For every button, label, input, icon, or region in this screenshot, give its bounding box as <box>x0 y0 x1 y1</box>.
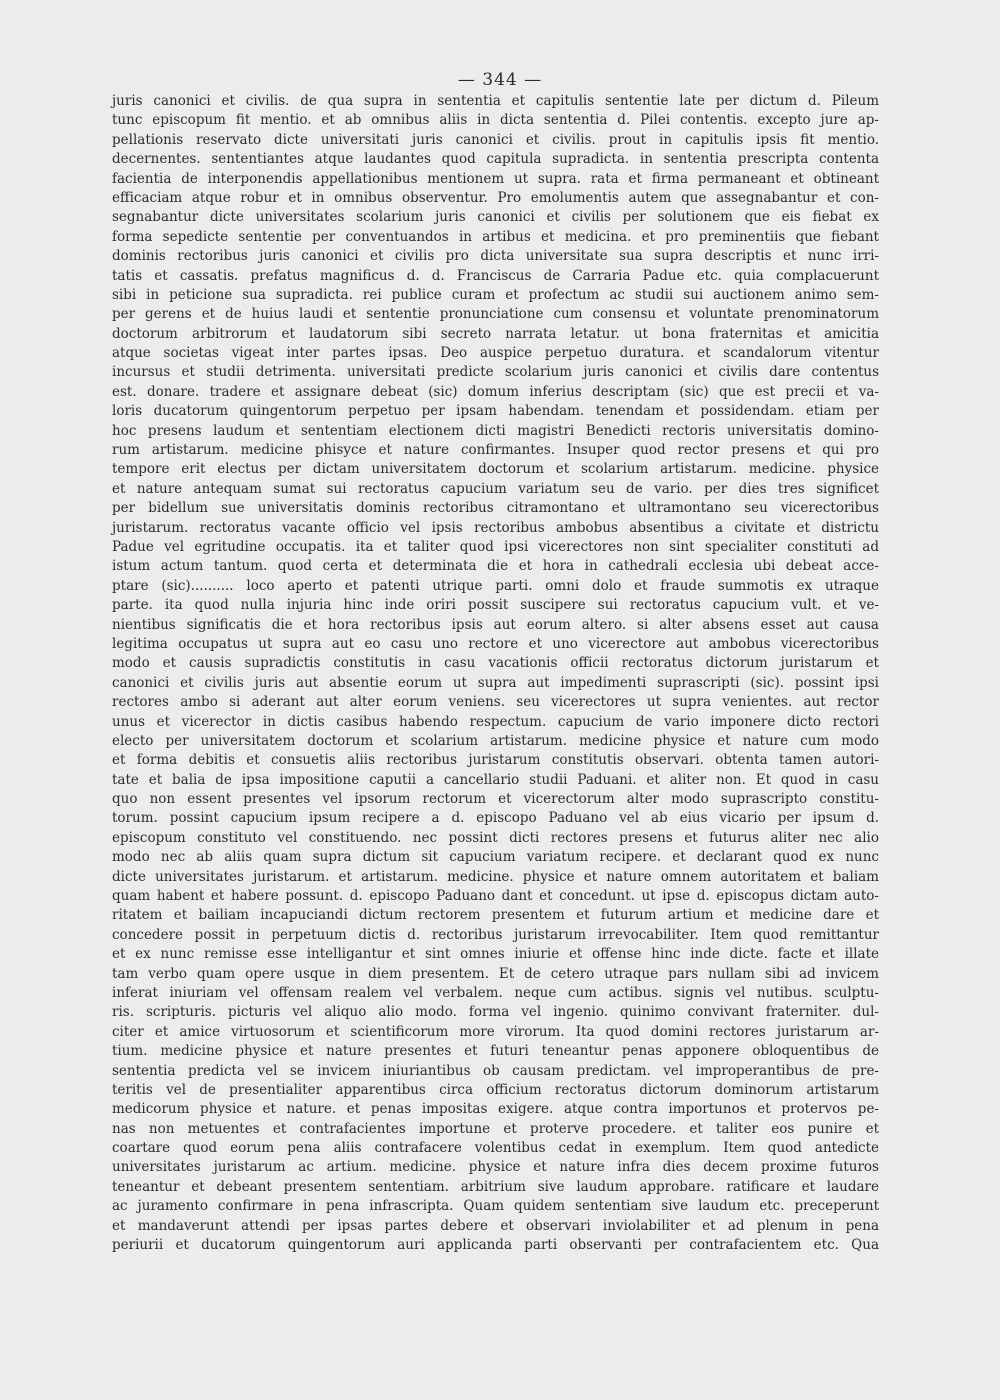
text-line: parte. ita quod nulla injuria hinc inde oriri possit suscipere sui rectoratus capucium vult. et ve- <box>112 597 879 614</box>
text-line: istum actum tantum. quod certa et determinata die et hora in cathedrali ecclesia ubi debeat acce- <box>112 558 879 575</box>
text-line: universitates juristarum ac artium. medicine. physice et nature infra dies decem proxime futuros <box>112 1159 879 1176</box>
text-line: sibi in peticione sua supradicta. rei publice curam et profectum ac studii sui auctionem animo sem- <box>112 286 879 303</box>
text-line: tium. medicine physice et nature presentes et futuri teneantur penas apponere obloquentibus de <box>112 1043 879 1060</box>
text-line: atque societas vigeat inter partes ipsas. Deo auspice perpetuo duratura. et scandalorum vitentur <box>112 345 879 362</box>
text-line: ris. scripturis. picturis vel aliquo alio modo. forma vel ingenio. quinimo convivant fraterniter. dul- <box>112 1004 879 1021</box>
text-line: tam verbo quam opere usque in diem presentem. Et de cetero utraque pars nullam sibi ad invicem <box>112 965 879 982</box>
text-line: tunc episcopum fit mentio. et ab omnibus aliis in dicta sententia d. Pilei contentis. excepto jure ap- <box>112 112 879 129</box>
text-line: nas non metuentes et contrafacientes importune et proterve procedere. et taliter eos punire et <box>112 1120 879 1137</box>
body-text <box>112 92 879 1255</box>
text-line: nientibus significatis die et hora rectoribus ipsis aut eorum altero. si alter absens esset aut causa <box>112 616 879 633</box>
text-line: medicorum physice et nature. et penas impositas exigere. atque contra importunos et protervos pe- <box>112 1101 879 1118</box>
text-line: doctorum arbitrorum et laudatorum sibi secreto narrata letatur. ut bona fraternitas et amicitia <box>112 325 879 342</box>
text-line: periurii et ducatorum quingentorum auri applicanda parti observanti per contrafacientem etc. Qua <box>112 1237 879 1254</box>
text-line: Padue vel egritudine occupatis. ita et taliter quod ipsi vicerectores non sint specialiter constituti ad <box>112 538 879 555</box>
text-line: et ex nunc remisse esse intelligantur et sint omnes iniurie et offense hinc inde dicte. facte et illate <box>112 946 879 963</box>
text-line: citer et amice virtuosorum et scientificorum more virorum. Ita quod domini rectores juristarum ar- <box>112 1023 879 1040</box>
text-line: rectores ambo si aderant aut alter eorum veniens. seu vicerectores ut supra venientes. aut rector <box>112 694 879 711</box>
text-line: ptare (sic).......... loco aperto et patenti utrique parti. omni dolo et fraude summotis ex utraque <box>112 577 879 594</box>
text-line: teneantur et debeant presentem sententiam. arbitrium sive laudum approbare. ratificare et laudare <box>112 1178 879 1195</box>
text-line: rum artistarum. medicine phisyce et nature confirmantes. Insuper quod rector presens et qui pro <box>112 442 879 459</box>
text-line: concedere possit in perpetuum dictis d. rectoribus juristarum irrevocabiliter. Item quod remittantur <box>112 926 879 943</box>
text-line: dominis rectoribus juris canonici et civilis pro dicta universitate sua supra descriptis et nunc irri- <box>112 248 879 265</box>
text-line: coartare quod eorum pena aliis contrafacere volentibus cedat in exemplum. Item quod antedicte <box>112 1140 879 1157</box>
text-line: hoc presens laudum et sententiam electionem dicti magistri Benedicti rectoris universitatis domino- <box>112 422 879 439</box>
text-line: tatis et cassatis. prefatus magnificus d. d. Franciscus de Carraria Padue etc. quia complacuerunt <box>112 267 879 284</box>
text-line: unus et vicerector in dictis casibus habendo respectum. capucium de vario imponere dicto rectori <box>112 713 879 730</box>
text-line: dicte universitates juristarum. et artistarum. medicine. physice et nature omnem autoritatem et baliam <box>112 868 879 885</box>
text-line: per gerens et de huius laudi et sententie pronunciatione cum consensu et voluntate prenominatorum <box>112 306 879 323</box>
text-line: sententia predicta vel se invicem iniuriantibus ob causam predictam. vel improperantibus de pre- <box>112 1062 879 1079</box>
text-line: et mandaverunt attendi per ipsas partes debere et observari inviolabiliter et ad plenum in pena <box>112 1217 879 1234</box>
text-line: et nature antequam sumat sui rectoratus capucium variatum seu de vario. per dies tres significet <box>112 480 879 497</box>
text-line: legitima occupatus ut supra aut eo casu uno rectore et uno vicerectore aut ambobus vicerectoribus <box>112 635 879 652</box>
text-line: quo non essent presentes vel ipsorum rectorum et vicerectorum alter modo suprascripto constitu- <box>112 791 879 808</box>
text-line: juristarum. rectoratus vacante officio vel ipsis rectoribus ambobus absentibus a civitate et districtu <box>112 519 879 536</box>
text-line: loris ducatorum quingentorum perpetuo per ipsam habendam. tenendam et possidendam. etiam per <box>112 403 879 420</box>
text-line: juris canonici et civilis. de qua supra in sententia et capitulis sententie late per dictum d. Pileum <box>112 93 879 109</box>
text-line: modo et causis supradictis constitutis in casu vacationis officii rectoratus dictorum juristarum et <box>112 655 879 672</box>
text-line: efficaciam atque robur et in omnibus observentur. Pro emolumentis autem que assegnabantur et con- <box>112 189 879 206</box>
text-line: episcopum constituto vel constituendo. nec possint dicti rectores presens et futurus aliter nec alio <box>112 829 879 846</box>
text-line: segnabantur dicte universitates scolarium juris canonici et civilis per solutionem que eis fiebat ex <box>112 209 879 226</box>
text-line: quam habent et habere possunt. d. episcopo Paduano dant et concedunt. ut ipse d. episcopus dictam auto- <box>112 888 879 905</box>
text-line: tate et balia de ipsa impositione caputii a cancellario studii Paduani. et aliter non. Et quod in casu <box>112 771 879 788</box>
text-line: modo nec ab aliis quam supra dictum sit capucium variatum recipere. et declarant quod ex nunc <box>112 849 879 866</box>
text-line: torum. possint capucium ipsum recipere a d. episcopo Paduano vel ab eius vicario per ipsum d. <box>112 810 879 827</box>
text-line: incursus et studii detrimenta. universitati predicte scolarium juris canonici et civilis dare contentus <box>112 364 879 381</box>
text-line: facientia de interponendis appellationibus mentionem ut supra. rata et firma permaneant et obtineant <box>112 170 879 187</box>
text-line: canonici et civilis juris aut absentie eorum ut supra aut impedimenti suprascripti (sic). possint ipsi <box>112 674 879 691</box>
text-line: tempore erit electus per dictam universitatem doctorum et scolarium artistarum. medicine. physice <box>112 461 879 478</box>
page-number: — 344 — <box>457 70 543 90</box>
text-line: forma sepedicte sententie per conventuandos in artibus et medicina. et pro preminentiis que fiebant <box>112 228 879 245</box>
text-line: per bidellum sue universitatis dominis rectoribus citramontano et ultramontano seu vicerectoribus <box>112 500 879 517</box>
text-line: ritatem et bailiam incapuciandi dictum rectorem presentem et futurum artium et medicine dare et <box>112 907 879 924</box>
text-line: est. donare. tradere et assignare debeat (sic) domum inferius descriptam (sic) que est precii et va- <box>112 383 879 400</box>
text-line: pellationis reservato dicte universitati juris canonici et civilis. prout in capitulis ipsis fit mentio. <box>112 131 879 148</box>
text-line: decernentes. sententiantes atque laudantes quod capitula supradicta. in sententia prescripta contenta <box>112 151 879 168</box>
text-line: et forma debitis et consuetis aliis rectoribus juristarum constitutis observari. obtenta tamen autori- <box>112 752 879 769</box>
text-line: ac juramento confirmare in pena infrascripta. Quam quidem sententiam sive laudum etc. preceperunt <box>112 1198 879 1215</box>
text-line: electo per universitatem doctorum et scolarium artistarum. medicine physice et nature cum modo <box>112 732 879 749</box>
text-line: inferat iniuriam vel offensam realem vel verbalem. neque cum actibus. signis vel nutibus. sculptu- <box>112 984 879 1001</box>
text-line: teritis vel de presentialiter apparentibus circa officium rectoratus dictorum dominorum artistarum <box>112 1081 879 1098</box>
